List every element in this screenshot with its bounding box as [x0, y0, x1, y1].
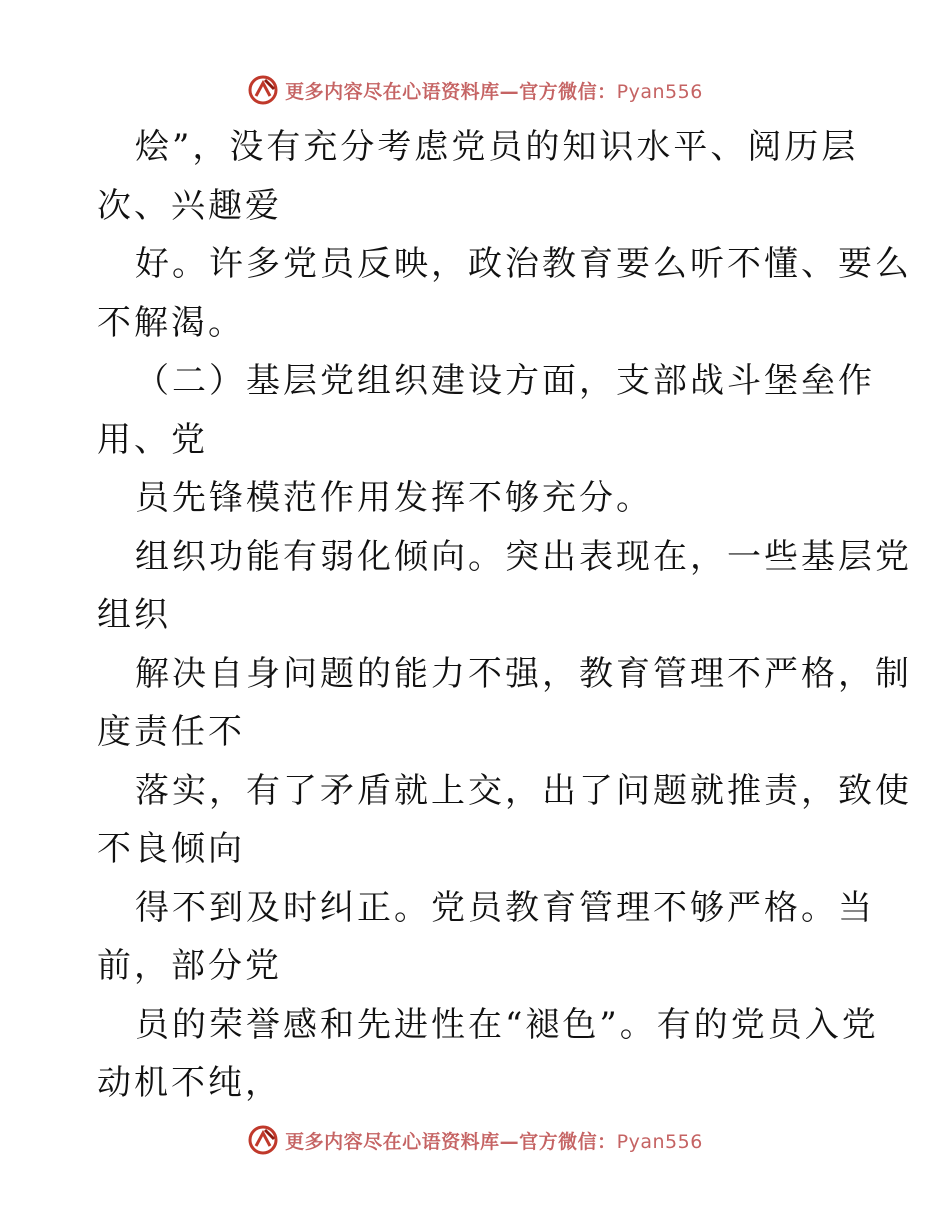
text-line: 烩”，没有充分考虑党员的知识水平、阅历层 — [135, 127, 859, 167]
page-header — [0, 70, 950, 110]
text-line: 不良倾向 — [97, 829, 245, 869]
document-body — [97, 118, 912, 1113]
watermark-wechat-id: Pyan556 — [616, 80, 703, 103]
section-heading-line: 用、党 — [97, 419, 208, 460]
brand-logo-icon — [247, 74, 279, 106]
text-line: 好。许多党员反映，政治教育要么听不懂、要么 — [135, 244, 912, 284]
section-heading-line: （二）基层党组织建设方面，支部战斗堡垒作 — [135, 361, 875, 401]
brand-logo-icon — [247, 1124, 279, 1156]
page-footer — [0, 1120, 950, 1160]
text-line: 前，部分党 — [97, 946, 282, 986]
text-line: 组织 — [97, 595, 171, 635]
text-line: 解决自身问题的能力不强，教育管理不严格，制 — [135, 653, 912, 694]
watermark-wechat-id: Pyan556 — [616, 1130, 703, 1153]
text-line: 组织功能有弱化倾向。突出表现在，一些基层党 — [135, 536, 912, 577]
text-line: 不解渴。 — [97, 302, 245, 343]
text-line: 员先锋模范作用发挥不够充分。 — [135, 478, 653, 518]
watermark-text: 更多内容尽在心语资料库—官方微信： — [285, 1130, 617, 1153]
text-line: 落实，有了矛盾就上交，出了问题就推责，致使 — [135, 770, 912, 811]
footer-watermark — [247, 1124, 703, 1156]
text-line: 动机不纯， — [97, 1063, 282, 1103]
watermark-text: 更多内容尽在心语资料库—官方微信： — [285, 80, 617, 103]
text-line: 次、兴趣爱 — [97, 185, 282, 226]
text-line: 度责任不 — [97, 712, 245, 752]
text-line: 员的荣誉感和先进性在“褪色”。有的党员入党 — [135, 1004, 879, 1045]
header-watermark — [247, 74, 703, 106]
text-line: 得不到及时纠正。党员教育管理不够严格。当 — [135, 887, 875, 928]
